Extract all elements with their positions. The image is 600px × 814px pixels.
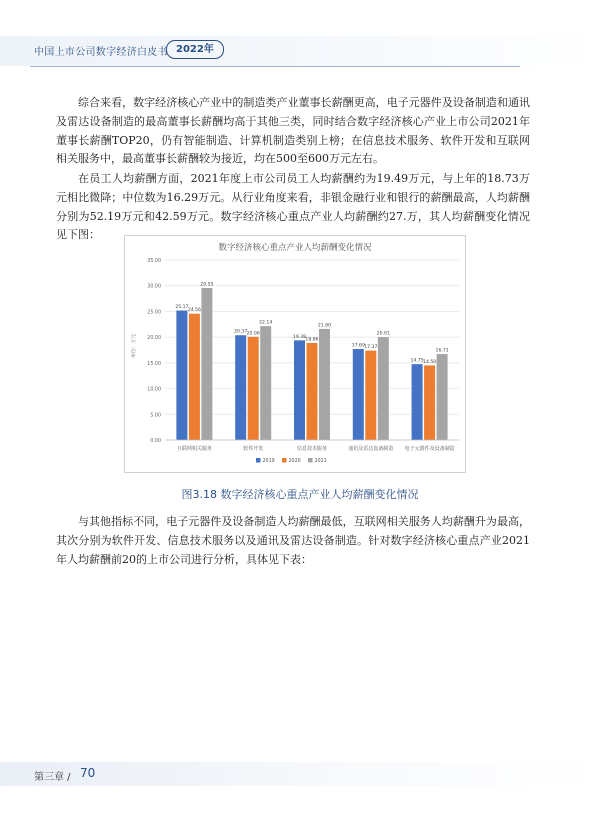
x-category-label: 通讯及雷达设备制造 <box>348 446 394 452</box>
bar <box>260 326 271 440</box>
figure-caption: 图3.18 数字经济核心重点产业人均薪酬变化情况 <box>181 488 419 501</box>
bar-value-label: 20.06 <box>246 331 260 337</box>
paragraph-2: 在员工人均薪酬方面，2021年度上市公司员工人均薪酬约为19.49万元，与上年的18.73万元相比微降；中位数为16.29万元。从行业角度来看，非银金融行业和银行的薪酬最高，人均薪酬分别为52.19万元和42.59万元。数字经济核心重点产业人均薪酬约27.万，其人均薪酬变化情况见下图： <box>56 172 530 242</box>
header-divider <box>30 66 520 67</box>
bar-value-label: 22.14 <box>259 320 273 326</box>
bar-value-label: 25.17 <box>175 305 189 311</box>
header-year-badge: 2022年 <box>166 40 224 59</box>
bar-value-label: 17.37 <box>364 345 378 351</box>
bar-chart <box>125 236 465 472</box>
bar-value-label: 21.60 <box>317 323 332 329</box>
bar-value-label: 14.50 <box>423 359 437 365</box>
bar <box>424 365 435 440</box>
legend-swatch <box>308 458 313 463</box>
bar <box>189 314 200 440</box>
bar <box>201 288 212 440</box>
y-tick-label: 15.00 <box>147 361 161 367</box>
bar-value-label: 19.38 <box>292 334 307 340</box>
x-category-label: 电子元器件及设备制造 <box>404 446 455 452</box>
bar <box>176 311 187 440</box>
bar-value-label: 14.75 <box>410 358 424 364</box>
paragraph-3: 与其他指标不同，电子元器件及设备制造人均薪酬最低，互联网相关服务人均薪酬升为最高，其次分别为软件开发、信息技术服务以及通讯及雷达设备制造。针对数字经济核心重点产业2021年人均薪酬前20的上市公司进行分析，具体见下表： <box>56 515 530 566</box>
chart-frame <box>124 235 466 473</box>
bar-value-label: 18.86 <box>305 337 319 343</box>
legend-label: 2019 <box>262 459 275 464</box>
x-category-label: 互联网相关服务 <box>176 446 212 452</box>
bar-value-label: 20.37 <box>234 329 248 335</box>
bar <box>365 351 376 440</box>
bar <box>378 337 389 440</box>
header-title: 中国上市公司数字经济白皮书 <box>34 47 168 58</box>
footer-chapter: 第三章 / <box>34 772 71 783</box>
bar <box>412 364 423 440</box>
x-category-label: 软件开发 <box>243 446 264 452</box>
legend-label: 2021 <box>314 459 327 464</box>
bar-value-label: 16.71 <box>435 348 449 354</box>
y-tick-label: 30.00 <box>147 284 161 290</box>
y-tick-label: 5.00 <box>150 413 161 419</box>
x-category-label: 信息技术服务 <box>296 446 328 452</box>
y-tick-label: 10.00 <box>147 387 161 393</box>
bar-value-label: 24.56 <box>187 308 201 314</box>
y-tick-label: 20.00 <box>147 336 161 342</box>
y-axis-label: 单位：万元 <box>132 334 137 358</box>
legend-swatch <box>282 458 287 463</box>
legend-label: 2020 <box>288 459 301 464</box>
y-tick-label: 35.00 <box>147 259 161 264</box>
bar <box>437 354 448 440</box>
bar-value-label: 17.69 <box>351 343 365 349</box>
y-tick-label: 25.00 <box>147 310 161 316</box>
bar <box>235 335 246 440</box>
bar-value-label: 29.55 <box>200 282 214 288</box>
bar <box>319 329 330 440</box>
y-tick-label: 0.00 <box>150 439 161 444</box>
chart-title: 数字经济核心重点产业人均薪酬变化情况 <box>218 243 372 253</box>
bar <box>307 343 318 440</box>
bar <box>248 337 259 440</box>
bar <box>294 340 305 440</box>
bar-value-label: 20.01 <box>376 331 390 337</box>
bar <box>353 349 364 440</box>
paragraph-1: 综合来看，数字经济核心产业中的制造类产业董事长薪酬更高，电子元器件及设备制造和通讯及雷达设备制造的最高董事长薪酬均高于其他三类，同时结合数字经济核心产业上市公司2021年董事长薪酬TOP20，仍有智能制造、计算机制造类别上榜；在信息技术服务、软件开发和互联网相关服务中，最高董事长薪酬较为接近，均在500至600万元左右。 <box>56 96 530 166</box>
page-number: 70 <box>80 766 96 780</box>
legend-swatch <box>256 458 261 463</box>
